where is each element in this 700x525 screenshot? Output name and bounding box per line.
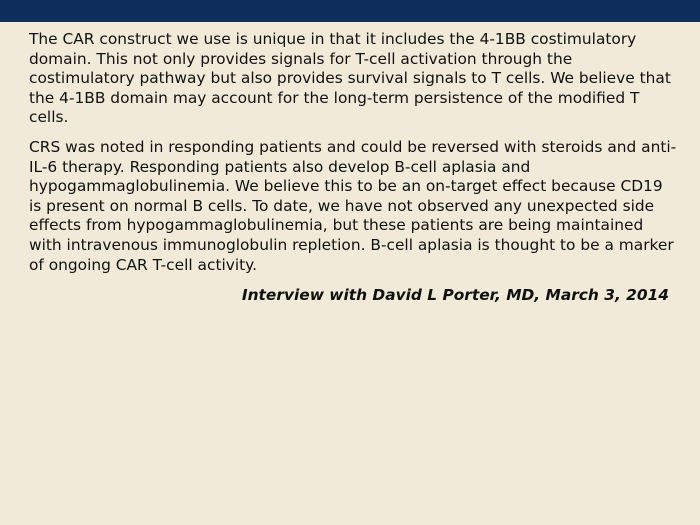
paragraph-crs-side-effects: CRS was noted in responding patients and could be reversed with steroids and anti-IL-6 therapy. Responding patients also develop B-cell aplasia and hypogammaglobulinemia. We believe this to be an on-target effect because CD19 is present on normal B cells. To date, we have not observed any unexpected side effects from hypogammaglobulinemia, but these patients are being maintained with intravenous immunoglobulin repletion. B-cell aplasia is thought to be a marker of ongoing CAR T-cell activity. — [29, 137, 677, 274]
paragraph-car-construct: The CAR construct we use is unique in that it includes the 4-1BB costimulatory domain. This not only provides signals for T-cell activation through the costimulatory pathway but also provides survival signals to T cells. We believe that the 4-1BB domain may account for the long-term persistence of the modified T cells. — [29, 30, 671, 127]
slide-content — [29, 30, 679, 305]
header-bar — [0, 0, 700, 22]
interview-citation: Interview with David L Porter, MD, March 3, 2014 — [241, 286, 669, 305]
